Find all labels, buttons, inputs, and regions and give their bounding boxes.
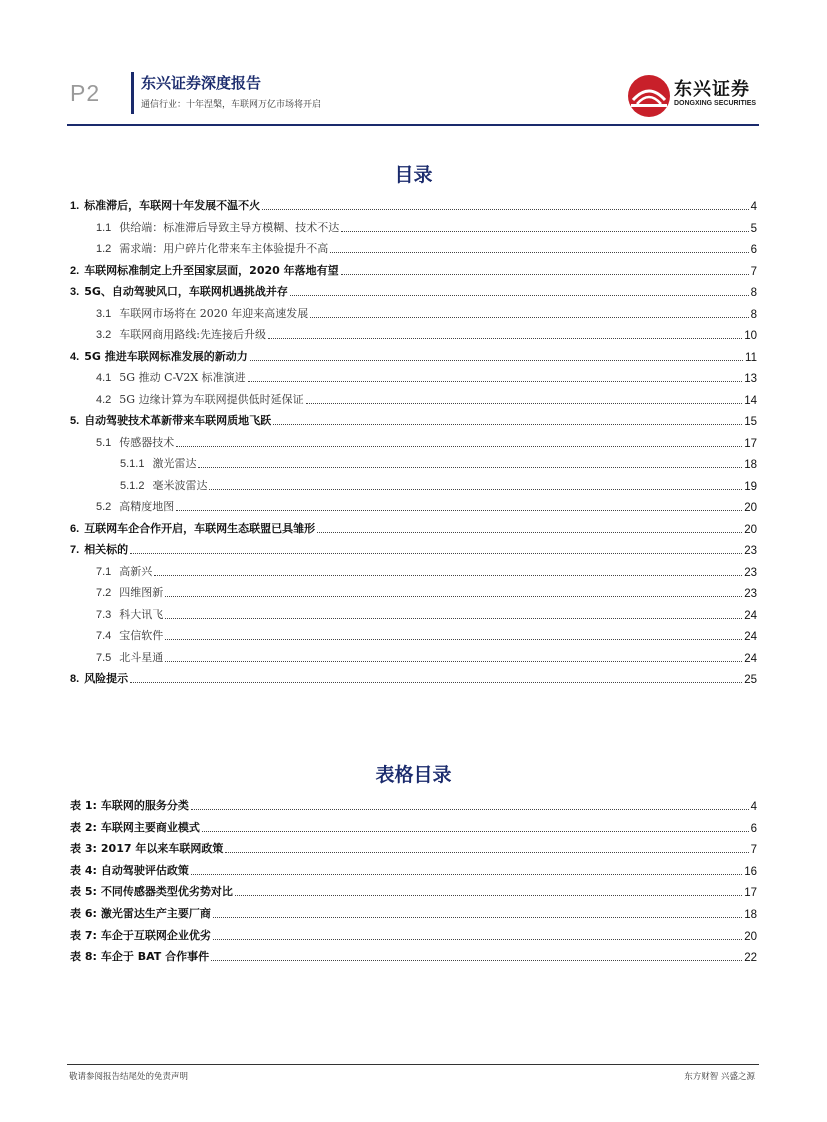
toc-entry-page: 19 (744, 480, 757, 493)
toc-entry[interactable] (96, 303, 757, 321)
toc-leader-dots (330, 252, 748, 253)
page-number: P2 (70, 80, 101, 106)
toc-entry-page: 10 (744, 330, 757, 342)
toc-entry-number: 7.2 (96, 587, 112, 599)
toc-leader-dots (130, 553, 742, 554)
table-toc-leader-dots (191, 809, 749, 810)
toc-entry-number: 3. (70, 286, 80, 298)
toc-entry-number: 7.5 (96, 651, 112, 664)
toc-leader-dots (268, 338, 742, 339)
header-divider (131, 72, 134, 114)
table-toc-leader-dots (213, 917, 742, 918)
toc-entry-text: 四维图新 (119, 586, 164, 599)
toc-leader-dots (306, 403, 743, 404)
table-toc-number: 表 8: (70, 950, 97, 964)
table-toc-leader-dots (191, 874, 742, 875)
table-toc-entry[interactable] (70, 881, 757, 899)
toc-entry-number: 7.1 (96, 565, 112, 578)
company-logo (627, 74, 757, 118)
table-toc-number: 表 7: (70, 928, 97, 942)
toc-entry-text: 相关标的 (84, 543, 129, 556)
footer-rule (67, 1064, 759, 1065)
toc-entry[interactable] (96, 496, 757, 514)
table-toc-page: 6 (750, 822, 757, 835)
toc-entry-page: 5 (750, 222, 757, 235)
table-toc-leader-dots (235, 895, 742, 896)
toc-entry[interactable] (70, 539, 757, 557)
toc-entry-page: 23 (744, 566, 757, 579)
toc-entry-text: 传感器技术 (119, 435, 175, 449)
table-toc-page: 7 (750, 844, 757, 857)
toc-entry-page: 24 (744, 652, 757, 665)
toc-entry-page: 17 (744, 437, 757, 450)
toc-entry-text: 高精度地图 (119, 500, 175, 513)
toc-leader-dots (310, 317, 748, 318)
toc-entry-number: 5. (70, 415, 80, 427)
toc-entry[interactable] (96, 367, 757, 385)
toc-entry-page: 23 (744, 588, 757, 600)
toc-entry-number: 4.1 (96, 372, 112, 384)
toc-entry-text: 激光雷达 (152, 457, 197, 470)
toc-entry-number: 1. (70, 200, 80, 212)
table-toc-number: 表 3: (70, 842, 97, 856)
report-title: 东兴证券深度报告 (141, 74, 262, 92)
toc-leader-dots (290, 295, 749, 296)
toc-entry-text: 车联网标准制定上升至国家层面，2020 年落地有望 (84, 263, 339, 277)
table-toc-text: 2017 年以来车联网政策 (100, 842, 224, 856)
table-toc-text: 自动驾驶评估政策 (100, 863, 189, 877)
toc-entry-text: 北斗星通 (119, 650, 164, 664)
toc-entry-page: 20 (744, 523, 757, 536)
table-toc-entry[interactable] (70, 795, 757, 813)
toc-leader-dots (250, 360, 743, 361)
table-toc-page: 18 (744, 909, 757, 921)
toc-entry-page: 25 (744, 674, 757, 686)
toc-entry[interactable] (70, 346, 757, 364)
table-toc-leader-dots (225, 852, 748, 853)
toc-entry-page: 4 (750, 201, 757, 213)
toc-entry[interactable] (96, 217, 757, 235)
footer-disclaimer: 敬请参阅报告结尾处的免责声明 (69, 1072, 189, 1082)
toc-entry-number: 7.3 (96, 608, 112, 621)
table-toc-number: 表 5: (70, 885, 97, 899)
toc-entry-number: 8. (70, 673, 80, 685)
table-toc-number: 表 1: (70, 799, 97, 812)
toc-leader-dots (341, 274, 749, 275)
toc-entry[interactable] (120, 453, 757, 471)
toc-entry[interactable] (96, 561, 757, 579)
toc-entry-number: 2. (70, 264, 80, 277)
header-rule (67, 124, 759, 126)
toc-leader-dots (209, 489, 742, 490)
toc-entry-number: 6. (70, 522, 80, 535)
report-subtitle: 通信行业：十年涅槃，车联网万亿市场将开启 (141, 100, 322, 110)
toc-entry-text: 车联网市场将在 2020 年迎来高速发展 (119, 306, 309, 320)
toc-entry[interactable] (96, 604, 757, 622)
table-toc-text: 车企于 BAT 合作事件 (100, 950, 210, 964)
toc-entry[interactable] (70, 518, 757, 536)
toc-entry-number: 5.1.1 (120, 458, 145, 470)
logo-emblem-icon (627, 74, 671, 118)
table-toc-page: 22 (744, 952, 757, 965)
toc-title: 目录 (394, 164, 433, 186)
toc-entry-page: 13 (744, 373, 757, 385)
toc-entry[interactable] (70, 668, 757, 686)
logo-text-cn: 东兴证券 (674, 79, 750, 100)
toc-entry-number: 3.2 (96, 329, 112, 341)
toc-leader-dots (165, 661, 742, 662)
table-toc-page: 16 (744, 865, 757, 878)
toc-entry-page: 6 (750, 244, 757, 256)
toc-entry-number: 4.2 (96, 393, 112, 406)
toc-entry-text: 自动驾驶技术革新带来车联网质地飞跃 (84, 414, 272, 427)
toc-entry-page: 18 (744, 459, 757, 471)
toc-entry-page: 24 (744, 609, 757, 622)
toc-entry-text: 毫米波雷达 (152, 478, 208, 492)
table-toc-page: 4 (750, 801, 757, 813)
toc-leader-dots (130, 682, 742, 683)
toc-entry-page: 15 (744, 416, 757, 428)
table-toc-leader-dots (211, 960, 742, 961)
toc-entry-text: 标准滞后，车联网十年发展不温不火 (84, 199, 261, 212)
toc-entry[interactable] (96, 324, 757, 342)
toc-entry-page: 11 (745, 351, 757, 364)
toc-entry-text: 需求端：用户碎片化带来车主体验提升不高 (119, 242, 329, 255)
toc-entry-page: 14 (744, 394, 757, 407)
toc-leader-dots (273, 424, 742, 425)
toc-entry-number: 5.1 (96, 436, 112, 449)
toc-leader-dots (198, 467, 742, 468)
table-toc-text: 车企于互联网企业优劣 (100, 928, 211, 942)
toc-entry-page: 8 (750, 287, 757, 299)
toc-leader-dots (317, 532, 742, 533)
toc-entry-number: 5.2 (96, 501, 112, 513)
toc-leader-dots (341, 231, 748, 232)
table-toc-entry[interactable] (70, 838, 757, 856)
toc-entry[interactable] (120, 475, 757, 493)
table-toc-text: 车联网的服务分类 (100, 799, 189, 812)
toc-entry[interactable] (96, 582, 757, 600)
toc-entry-page: 20 (744, 502, 757, 514)
toc-entry-text: 高新兴 (119, 564, 153, 578)
toc-entry-text: 宝信软件 (119, 629, 164, 642)
toc-entry-text: 互联网车企合作开启，车联网生态联盟已具雏形 (84, 521, 316, 535)
toc-entry-number: 5.1.2 (120, 479, 145, 492)
table-toc-title: 表格目录 (375, 764, 452, 786)
toc-entry-text: 科大讯飞 (119, 607, 164, 621)
footer-slogan: 东方财智 兴盛之源 (684, 1072, 755, 1082)
table-toc-text: 不同传感器类型优劣势对比 (100, 885, 233, 899)
table-toc-entry[interactable] (70, 903, 757, 921)
toc-entry-number: 7.4 (96, 630, 112, 642)
toc-entry-number: 7. (70, 544, 80, 556)
toc-entry-number: 1.2 (96, 243, 112, 255)
toc-leader-dots (248, 381, 743, 382)
toc-leader-dots (176, 510, 742, 511)
toc-entry-text: 5G 推动 C-V2X 标准演进 (119, 371, 246, 384)
table-toc-page: 20 (744, 930, 757, 943)
toc-entry-page: 24 (744, 631, 757, 643)
toc-entry[interactable] (70, 195, 757, 213)
toc-leader-dots (154, 575, 742, 576)
toc-entry-page: 8 (750, 308, 757, 321)
table-toc-leader-dots (202, 831, 749, 832)
toc-entry[interactable] (96, 389, 757, 407)
table-toc-page: 17 (744, 887, 757, 900)
toc-entry[interactable] (96, 238, 757, 256)
toc-entry-page: 7 (750, 265, 757, 278)
toc-entry-text: 车联网商用路线:先连接后升级 (119, 328, 267, 341)
toc-entry[interactable] (70, 260, 757, 278)
toc-entry[interactable] (96, 625, 757, 643)
table-toc-text: 车联网主要商业模式 (100, 820, 200, 834)
logo-text-en: DONGXING SECURITIES (674, 100, 757, 107)
toc-entry-number: 4. (70, 350, 80, 363)
toc-entry[interactable] (96, 432, 757, 450)
toc-entry-text: 5G 边缘计算为车联网提供低时延保证 (119, 392, 304, 406)
table-toc-number: 表 2: (70, 820, 97, 834)
toc-entry-text: 5G 推进车联网标准发展的新动力 (84, 349, 248, 363)
toc-entry-number: 3.1 (96, 307, 112, 320)
table-toc-entry[interactable] (70, 946, 757, 964)
toc-entry-text: 供给端：标准滞后导致主导方模糊、技术不达 (119, 220, 340, 234)
toc-entry-page: 23 (744, 545, 757, 557)
toc-leader-dots (165, 618, 742, 619)
table-toc-entry[interactable] (70, 925, 757, 943)
toc-entry[interactable] (96, 647, 757, 665)
toc-entry[interactable] (70, 410, 757, 428)
table-toc-entry[interactable] (70, 817, 757, 835)
toc-leader-dots (176, 446, 742, 447)
toc-entry[interactable] (70, 281, 757, 299)
table-toc-entry[interactable] (70, 860, 757, 878)
table-toc-number: 表 6: (70, 907, 97, 920)
toc-leader-dots (165, 596, 742, 597)
table-toc-leader-dots (213, 939, 742, 940)
toc-entry-text: 5G、自动驾驶风口，车联网机遇挑战并存 (84, 285, 288, 298)
toc-entry-number: 1.1 (96, 221, 112, 234)
toc-entry-text: 风险提示 (84, 672, 129, 685)
table-toc-text: 激光雷达生产主要厂商 (100, 907, 211, 920)
table-toc-number: 表 4: (70, 863, 97, 877)
toc-leader-dots (262, 209, 748, 210)
toc-leader-dots (165, 639, 742, 640)
